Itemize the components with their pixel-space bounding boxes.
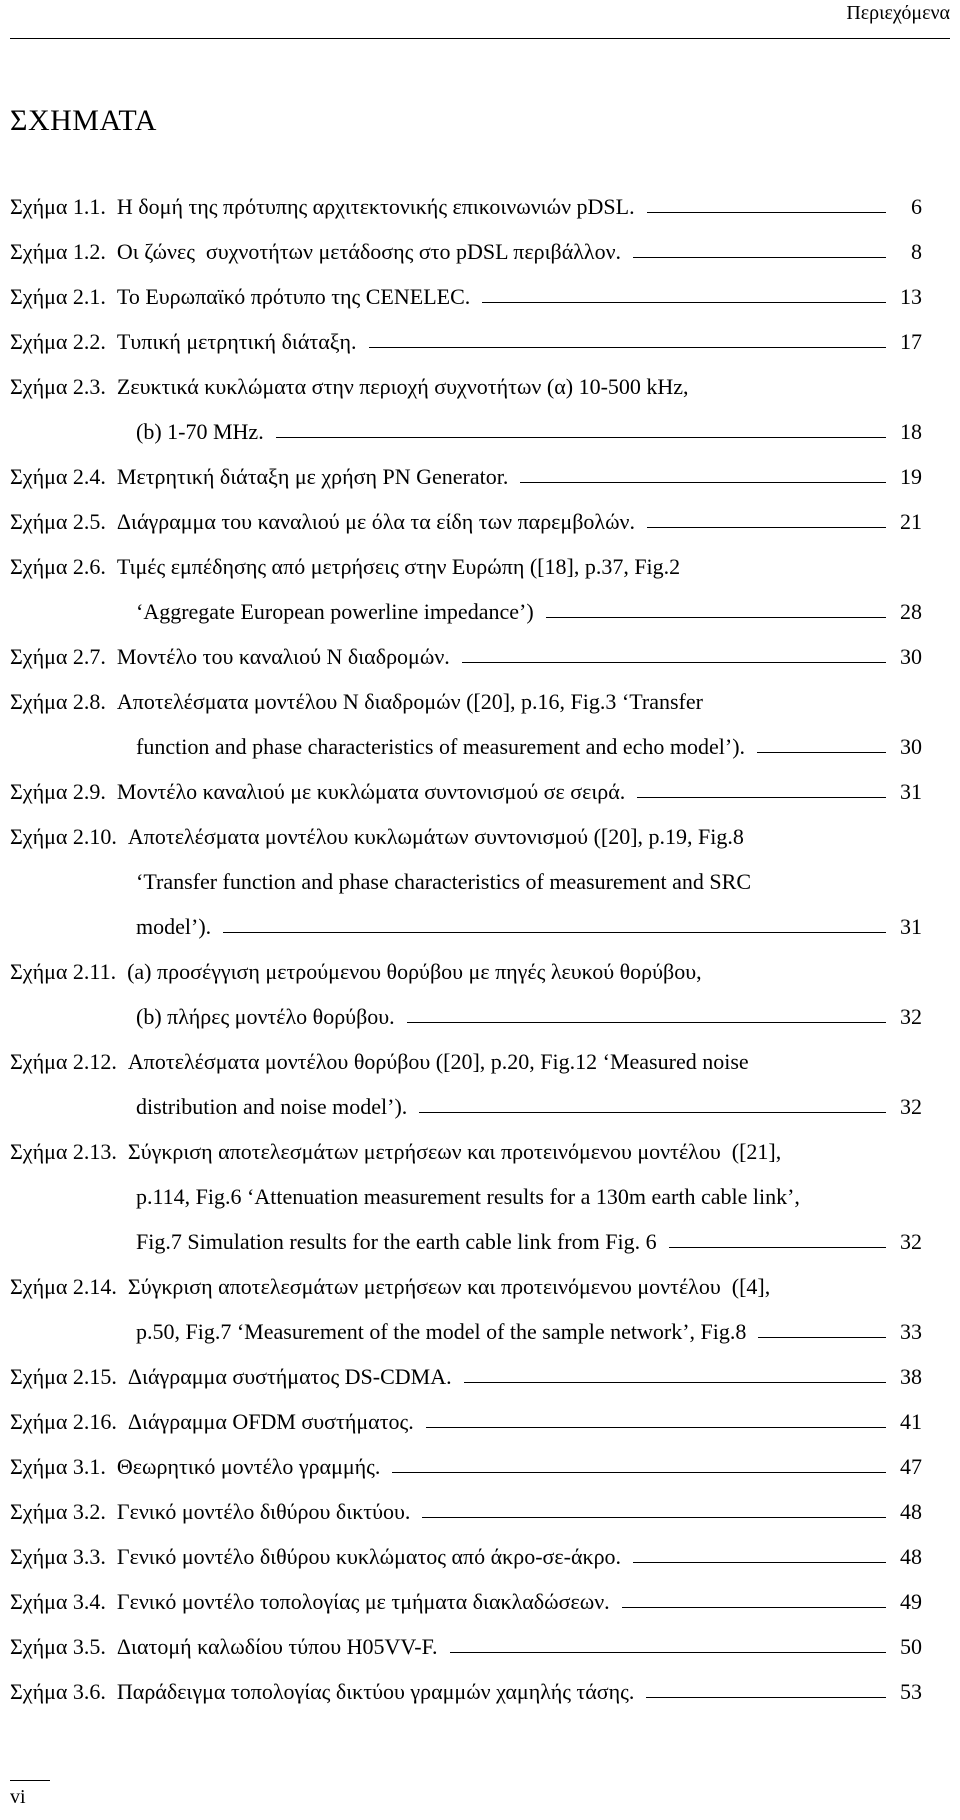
figure-entry-line <box>10 580 922 625</box>
page-number: 48 <box>900 1544 922 1569</box>
figure-caption: Η δομή της πρότυπης αρχιτεκτονικής επικοινωνιών pDSL. <box>116 194 635 219</box>
figure-entry <box>10 670 922 760</box>
figure-caption: p.114, Fig.6 ‘Attenuation measurement results for a 130m earth cable link’, <box>136 1184 800 1209</box>
page-number: 17 <box>900 329 922 354</box>
figure-caption: Τυπική μετρητική διάταξη. <box>116 329 357 354</box>
figure-entry-line <box>10 1300 922 1345</box>
leader-line <box>669 1247 886 1248</box>
figure-caption: p.50, Fig.7 ‘Measurement of the model of the sample network’, Fig.8 <box>136 1319 747 1344</box>
figure-caption: Παράδειγμα τοπολογίας δικτύου γραμμών χαμηλής τάσης. <box>116 1679 635 1704</box>
figure-label: Σχήμα 2.8. <box>10 689 106 714</box>
figure-label: Σχήμα 2.7. <box>10 644 106 669</box>
leader-line <box>450 1652 886 1653</box>
figure-entry-line <box>10 1075 922 1120</box>
page-number: 30 <box>900 644 922 669</box>
leader-line <box>392 1472 886 1473</box>
figure-entry <box>10 1120 922 1255</box>
figure-entry <box>10 265 922 310</box>
figure-list <box>10 175 922 1705</box>
figure-caption: function and phase characteristics of measurement and echo model’). <box>136 734 746 759</box>
figure-label: Σχήμα 3.6. <box>10 1679 106 1704</box>
figure-entry-line <box>10 1435 922 1480</box>
page-number: 53 <box>900 1679 922 1704</box>
figure-entry-line <box>10 1210 922 1255</box>
figure-entry <box>10 175 922 220</box>
figure-entry <box>10 1570 922 1615</box>
figure-entry-line <box>10 310 922 355</box>
page-number: 41 <box>900 1409 922 1434</box>
figure-entry <box>10 1480 922 1525</box>
figure-entry <box>10 355 922 445</box>
figure-caption: Διάγραμμα OFDM συστήματος. <box>127 1409 414 1434</box>
figure-label: Σχήμα 2.9. <box>10 779 106 804</box>
page-number: 32 <box>900 1004 922 1029</box>
leader-line <box>546 617 886 618</box>
figure-caption: Θεωρητικό μοντέλο γραμμής. <box>116 1454 381 1479</box>
leader-line <box>464 1382 886 1383</box>
page-number: 6 <box>911 194 922 219</box>
figure-entry-line <box>10 850 922 895</box>
figure-entry <box>10 1435 922 1480</box>
page-number: 8 <box>911 239 922 264</box>
leader-line <box>646 1697 886 1698</box>
figure-entry <box>10 805 922 940</box>
page-number: 13 <box>900 284 922 309</box>
leader-line <box>647 212 886 213</box>
figure-caption: (a) προσέγγιση μετρούμενου θορύβου με πηγές λευκού θορύβου, <box>127 959 702 984</box>
figure-caption: model’). <box>136 914 212 939</box>
figure-caption: Αποτελέσματα μοντέλου κυκλωμάτων συντονισμού ([20], p.19, Fig.8 <box>127 824 744 849</box>
figure-entry <box>10 490 922 535</box>
figure-caption: ‘Aggregate European powerline impedance’) <box>136 599 534 624</box>
figure-caption: Διατομή καλωδίου τύπου H05VV-F. <box>116 1634 438 1659</box>
figure-entry-line <box>10 940 922 985</box>
figure-entry-line <box>10 1615 922 1660</box>
figure-caption: Διάγραμμα του καναλιού με όλα τα είδη των παρεμβολών. <box>116 509 636 534</box>
leader-line <box>633 1562 886 1563</box>
figure-label: Σχήμα 2.4. <box>10 464 106 489</box>
figure-entry-line <box>10 1120 922 1165</box>
leader-line <box>369 347 886 348</box>
leader-line <box>520 482 886 483</box>
page-number: 32 <box>900 1094 922 1119</box>
figure-caption: Μοντέλο καναλιού με κυκλώματα συντονισμού σε σειρά. <box>116 779 626 804</box>
page-number: 28 <box>900 599 922 624</box>
figure-label: Σχήμα 2.15. <box>10 1364 117 1389</box>
figure-entry <box>10 760 922 805</box>
figure-entry <box>10 445 922 490</box>
page-number: 31 <box>900 914 922 939</box>
header-rule <box>10 38 950 39</box>
figure-entry-line <box>10 535 922 580</box>
leader-line <box>426 1427 886 1428</box>
figure-entry <box>10 1660 922 1705</box>
figure-entry <box>10 1255 922 1345</box>
figure-caption: Τιμές εμπέδησης από μετρήσεις στην Ευρώπη ([18], p.37, Fig.2 <box>116 554 681 579</box>
leader-line <box>757 752 886 753</box>
figure-label: Σχήμα 2.14. <box>10 1274 117 1299</box>
footer-rule <box>10 1780 50 1781</box>
leader-line <box>482 302 886 303</box>
figure-entry-line <box>10 175 922 220</box>
figure-entry-line <box>10 1660 922 1705</box>
page-number: 18 <box>900 419 922 444</box>
figure-caption: Γενικό μοντέλο διθύρου κυκλώματος από άκρο-σε-άκρο. <box>116 1544 622 1569</box>
figure-label: Σχήμα 1.1. <box>10 194 106 219</box>
leader-line <box>276 437 886 438</box>
page-number: 48 <box>900 1499 922 1524</box>
page-number: 31 <box>900 779 922 804</box>
leader-line <box>758 1337 886 1338</box>
figure-label: Σχήμα 2.16. <box>10 1409 117 1434</box>
figure-caption: Fig.7 Simulation results for the earth cable link from Fig. 6 <box>136 1229 657 1254</box>
header-section-title: Περιεχόμενα <box>846 2 950 24</box>
figure-entry-line <box>10 1480 922 1525</box>
leader-line <box>462 662 886 663</box>
figure-entry-line <box>10 1525 922 1570</box>
figure-entry <box>10 1615 922 1660</box>
figure-caption: ‘Transfer function and phase characteristics of measurement and SRC <box>136 869 752 894</box>
leader-line <box>633 257 886 258</box>
figure-caption: Διάγραμμα συστήματος DS-CDMA. <box>127 1364 452 1389</box>
figure-entry-line <box>10 445 922 490</box>
page-number: 32 <box>900 1229 922 1254</box>
figure-label: Σχήμα 3.5. <box>10 1634 106 1659</box>
page-number: 49 <box>900 1589 922 1614</box>
figure-label: Σχήμα 2.12. <box>10 1049 117 1074</box>
figure-caption: Μετρητική διάταξη με χρήση PN Generator. <box>116 464 509 489</box>
figure-entry <box>10 1525 922 1570</box>
figure-label: Σχήμα 2.1. <box>10 284 106 309</box>
figure-entry <box>10 310 922 355</box>
figure-caption: Σύγκριση αποτελεσμάτων μετρήσεων και προτεινόμενου μοντέλου ([21], <box>127 1139 782 1164</box>
figure-entry-line <box>10 1165 922 1210</box>
figure-label: Σχήμα 1.2. <box>10 239 106 264</box>
page-number: 47 <box>900 1454 922 1479</box>
leader-line <box>422 1517 886 1518</box>
figure-entry-line <box>10 265 922 310</box>
figure-caption: Γενικό μοντέλο τοπολογίας με τμήματα διακλαδώσεων. <box>116 1589 610 1614</box>
page-number: 21 <box>900 509 922 534</box>
figure-entry-line <box>10 355 922 400</box>
figure-entry-line <box>10 1255 922 1300</box>
figure-entry-line <box>10 1390 922 1435</box>
figure-entry <box>10 1390 922 1435</box>
figure-entry-line <box>10 985 922 1030</box>
leader-line <box>622 1607 886 1608</box>
figure-entry-line <box>10 805 922 850</box>
figure-entry-line <box>10 220 922 265</box>
leader-line <box>223 932 886 933</box>
figure-entry-line <box>10 895 922 940</box>
figure-label: Σχήμα 3.2. <box>10 1499 106 1524</box>
figure-label: Σχήμα 2.5. <box>10 509 106 534</box>
leader-line <box>419 1112 886 1113</box>
page-number: 19 <box>900 464 922 489</box>
figure-label: Σχήμα 2.2. <box>10 329 106 354</box>
leader-line <box>637 797 886 798</box>
figure-caption: Ζευκτικά κυκλώματα στην περιοχή συχνοτήτων (α) 10-500 kHz, <box>116 374 689 399</box>
page-number: 50 <box>900 1634 922 1659</box>
figure-entry-line <box>10 400 922 445</box>
figure-entry <box>10 220 922 265</box>
figure-entry <box>10 1345 922 1390</box>
figure-entry <box>10 940 922 1030</box>
figure-caption: (b) πλήρες μοντέλο θορύβου. <box>136 1004 395 1029</box>
footer-page-number: vi <box>10 1786 26 1808</box>
figure-caption: Αποτελέσματα μοντέλου N διαδρομών ([20], p.16, Fig.3 ‘Transfer <box>116 689 703 714</box>
figure-entry-line <box>10 1570 922 1615</box>
figure-entry-line <box>10 490 922 535</box>
figure-label: Σχήμα 2.13. <box>10 1139 117 1164</box>
figure-label: Σχήμα 2.6. <box>10 554 106 579</box>
figure-label: Σχήμα 2.10. <box>10 824 117 849</box>
figure-entry-line <box>10 1030 922 1075</box>
figure-caption: (b) 1-70 MHz. <box>136 419 264 444</box>
figure-entry <box>10 535 922 625</box>
figure-entry-line <box>10 625 922 670</box>
figure-caption: Γενικό μοντέλο διθύρου δικτύου. <box>116 1499 411 1524</box>
page-number: 30 <box>900 734 922 759</box>
page-title: ΣΧΗΜΑΤΑ <box>10 104 157 137</box>
figure-entry-line <box>10 715 922 760</box>
figure-label: Σχήμα 2.3. <box>10 374 106 399</box>
figure-entry-line <box>10 670 922 715</box>
figure-label: Σχήμα 2.11. <box>10 959 117 984</box>
page-number: 38 <box>900 1364 922 1389</box>
figure-caption: Οι ζώνες συχνοτήτων μετάδοσης στο pDSL περιβάλλον. <box>116 239 622 264</box>
leader-line <box>407 1022 886 1023</box>
leader-line <box>647 527 886 528</box>
figure-label: Σχήμα 3.4. <box>10 1589 106 1614</box>
figure-caption: Αποτελέσματα μοντέλου θορύβου ([20], p.20, Fig.12 ‘Measured noise <box>127 1049 749 1074</box>
figure-label: Σχήμα 3.3. <box>10 1544 106 1569</box>
figure-entry <box>10 1030 922 1120</box>
figure-entry <box>10 625 922 670</box>
figure-caption: distribution and noise model’). <box>136 1094 408 1119</box>
figure-entry-line <box>10 760 922 805</box>
figure-entry-line <box>10 1345 922 1390</box>
figure-caption: Μοντέλο του καναλιού N διαδρομών. <box>116 644 450 669</box>
page-number: 33 <box>900 1319 922 1344</box>
figure-label: Σχήμα 3.1. <box>10 1454 106 1479</box>
figure-caption: Το Ευρωπαϊκό πρότυπο της CENELEC. <box>116 284 471 309</box>
figure-caption: Σύγκριση αποτελεσμάτων μετρήσεων και προτεινόμενου μοντέλου ([4], <box>127 1274 771 1299</box>
